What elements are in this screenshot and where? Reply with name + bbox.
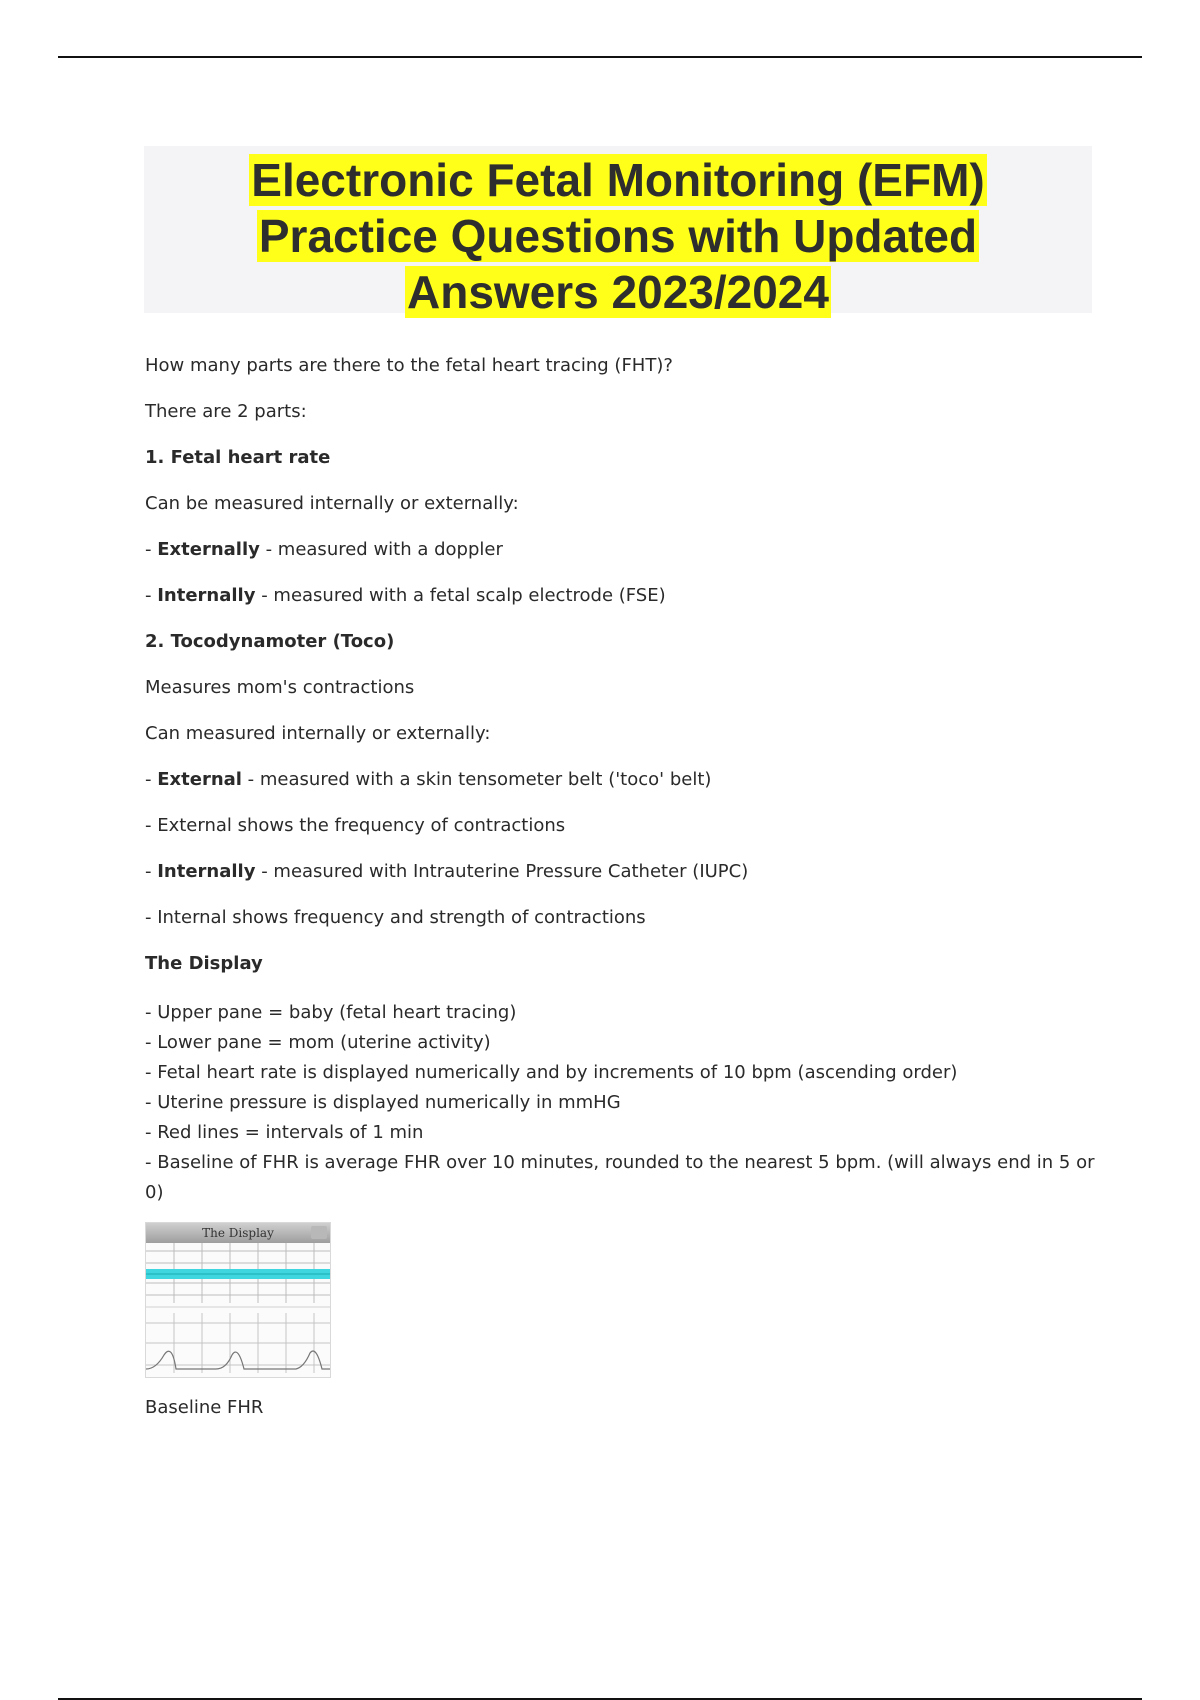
- part1-item-external: - Externally - measured with a doppler: [145, 539, 503, 560]
- figure-header: [146, 1223, 330, 1243]
- fetal-monitor-strip: [146, 1243, 330, 1377]
- part1-heading: 1. Fetal heart rate: [145, 447, 331, 468]
- figure-caption: The Display: [202, 1226, 274, 1240]
- display-list: [145, 998, 1095, 1208]
- external-text: - measured with a skin tensometer belt ('toco' belt): [241, 769, 712, 790]
- display-item-3: - Fetal heart rate is displayed numerically and by increments of 10 bpm (ascending order): [145, 1062, 958, 1083]
- display-figure: [145, 1222, 331, 1378]
- term-external: External: [157, 769, 242, 790]
- part2-item-internal: - Internally - measured with Intrauterine Pressure Catheter (IUPC): [145, 861, 749, 882]
- term-externally: Externally: [157, 539, 260, 560]
- part2-external-note: - External shows the frequency of contractions: [145, 815, 566, 836]
- figure-corner-tab: [311, 1226, 327, 1239]
- part2-item-external: - External - measured with a skin tensometer belt ('toco' belt): [145, 769, 712, 790]
- part2-line1: Measures mom's contractions: [145, 677, 415, 698]
- display-item-6: - Baseline of FHR is average FHR over 10 minutes, rounded to the nearest 5 bpm. (will always end in 5 or 0): [145, 1152, 1095, 1203]
- display-item-5: - Red lines = intervals of 1 min: [145, 1122, 424, 1143]
- lower-pane-grid: [146, 1313, 330, 1373]
- question-text: How many parts are there to the fetal heart tracing (FHT)?: [145, 355, 673, 376]
- part2-heading: 2. Tocodynamoter (Toco): [145, 631, 395, 652]
- title-line-2: Practice Questions with Updated: [258, 210, 978, 262]
- next-section-heading: Baseline FHR: [145, 1397, 264, 1418]
- display-item-2: - Lower pane = mom (uterine activity): [145, 1032, 491, 1053]
- part2-internal-note: - Internal shows frequency and strength of contractions: [145, 907, 646, 928]
- top-rule: [58, 56, 1142, 58]
- title-line-3: Answers 2023/2024: [407, 266, 829, 318]
- part1-intro: Can be measured internally or externally:: [145, 493, 519, 514]
- externally-text: - measured with a doppler: [259, 539, 503, 560]
- display-item-1: - Upper pane = baby (fetal heart tracing): [145, 1002, 517, 1023]
- internal-text: - measured with Intrauterine Pressure Catheter (IUPC): [255, 861, 749, 882]
- internally-text: - measured with a fetal scalp electrode (FSE): [255, 585, 666, 606]
- title-banner: [144, 146, 1092, 318]
- part2-intro: Can measured internally or externally:: [145, 723, 491, 744]
- term-internally-2: Internally: [157, 861, 256, 882]
- answer-intro: There are 2 parts:: [145, 401, 307, 422]
- term-internally: Internally: [157, 585, 256, 606]
- document-body: [145, 354, 1095, 1442]
- document-title: [144, 146, 1092, 320]
- display-heading: The Display: [145, 953, 263, 974]
- part1-item-internal: - Internally - measured with a fetal scalp electrode (FSE): [145, 585, 666, 606]
- display-item-4: - Uterine pressure is displayed numerically in mmHG: [145, 1092, 621, 1113]
- title-line-1: Electronic Fetal Monitoring (EFM): [251, 154, 985, 206]
